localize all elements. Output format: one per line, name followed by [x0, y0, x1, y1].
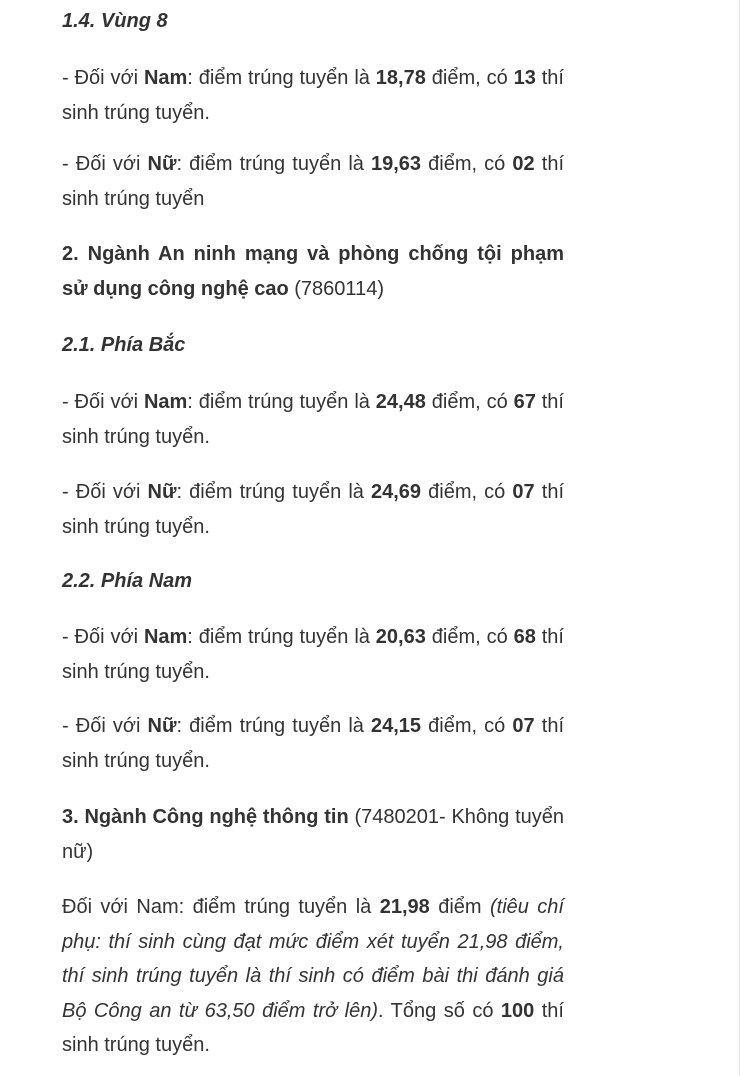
- score-value: 20,63: [375, 626, 426, 648]
- text-prefix: - Đối với: [62, 715, 148, 737]
- section-heading-phia-bac: [62, 328, 564, 363]
- text-suffix: thí sinh trúng tuyển.: [62, 67, 564, 124]
- candidate-count: 68: [513, 626, 536, 648]
- score-value: 24,48: [375, 391, 426, 413]
- text-mid: : điểm trúng tuyển là: [187, 391, 376, 413]
- section-heading-cong-nghe-thong-tin: [62, 800, 564, 869]
- text-after-score: điểm, có: [421, 153, 513, 175]
- score-value: 21,98: [379, 896, 430, 918]
- gender-label: Nữ: [147, 481, 177, 503]
- score-value: 24,15: [371, 715, 422, 737]
- text-prefix: - Đối với: [62, 391, 144, 413]
- paragraph-phia-nam-nam: [62, 620, 564, 689]
- gender-label: Nam: [143, 391, 188, 413]
- text-prefix: - Đối với: [62, 626, 144, 648]
- text-suffix: thí sinh trúng tuyển.: [62, 999, 564, 1056]
- text-mid: . Tổng số có: [378, 999, 501, 1022]
- gender-label: Nữ: [147, 715, 177, 737]
- text-suffix: thí sinh trúng tuyển.: [62, 626, 564, 683]
- text-mid: : điểm trúng tuyển là: [176, 481, 371, 503]
- program-code: (7860114): [288, 277, 384, 300]
- text-after-score: điểm, có: [421, 715, 513, 737]
- gender-label: Nam: [143, 67, 188, 89]
- gender-label: Nam: [143, 626, 188, 648]
- paragraph-vung8-nu: [62, 147, 564, 216]
- candidate-count: 07: [512, 715, 535, 737]
- text-mid: : điểm trúng tuyển là: [176, 715, 371, 737]
- section-heading-text: 2.1. Phía Bắc: [62, 334, 186, 356]
- paragraph-vung8-nam: [62, 61, 564, 130]
- section-heading-an-ninh-mang: [62, 237, 564, 306]
- paragraph-phia-nam-nu: [62, 709, 564, 778]
- text-prefix: - Đối với: [62, 153, 148, 175]
- section-heading-text: 2. Ngành An ninh mạng và phòng chống tội phạm sử dụng công nghệ cao: [62, 243, 564, 300]
- candidate-count: 100: [500, 999, 535, 1022]
- paragraph-phia-bac-nu: [62, 475, 564, 544]
- section-heading-phia-nam: [62, 564, 564, 599]
- candidate-count: 67: [513, 391, 536, 413]
- text-suffix: thí sinh trúng tuyển.: [62, 391, 564, 448]
- text-after-score: điểm, có: [425, 391, 514, 413]
- secondary-criteria-note: (tiêu chí phụ: thí sinh cùng đạt mức điểm xét tuyển 21,98 điểm, thí sinh trúng tuyển là thí sinh có điểm bài thi đánh giá Bộ Công an từ 63,50 điểm trở lên): [62, 896, 564, 1022]
- text-after-score: điểm, có: [425, 67, 514, 89]
- score-value: 19,63: [371, 153, 422, 175]
- score-value: 24,69: [371, 481, 422, 503]
- score-value: 18,78: [375, 67, 426, 89]
- text-mid: : điểm trúng tuyển là: [187, 626, 376, 648]
- text-suffix: thí sinh trúng tuyển.: [62, 481, 564, 538]
- text-mid: : điểm trúng tuyển là: [176, 153, 371, 175]
- paragraph-phia-bac-nam: [62, 385, 564, 454]
- text-suffix: thí sinh trúng tuyển.: [62, 715, 564, 772]
- candidate-count: 13: [513, 67, 536, 89]
- text-after-score: điểm: [429, 896, 490, 918]
- section-heading-vung-8: [62, 4, 564, 39]
- text-lead: Đối với Nam: điểm trúng tuyển là: [62, 896, 380, 918]
- text-prefix: - Đối với: [62, 67, 144, 89]
- text-suffix: thí sinh trúng tuyển: [62, 153, 564, 210]
- section-heading-text: 3. Ngành Công nghệ thông tin: [62, 806, 349, 828]
- candidate-count: 07: [512, 481, 535, 503]
- paragraph-cntt-nam: [62, 890, 564, 1063]
- gender-label: Nữ: [147, 153, 177, 175]
- candidate-count: 02: [512, 153, 535, 175]
- text-mid: : điểm trúng tuyển là: [187, 67, 376, 89]
- text-prefix: - Đối với: [62, 481, 148, 503]
- text-after-score: điểm, có: [421, 481, 513, 503]
- text-after-score: điểm, có: [425, 626, 514, 648]
- section-heading-text: 1.4. Vùng 8: [62, 10, 168, 32]
- program-code: (7480201- Không tuyển nữ): [62, 806, 564, 863]
- section-heading-text: 2.2. Phía Nam: [62, 570, 193, 592]
